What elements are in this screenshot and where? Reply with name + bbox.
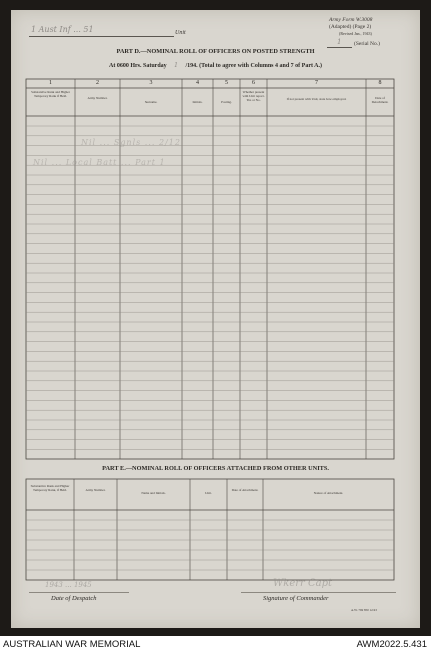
form-name: Army Form W.3008 — [329, 17, 373, 23]
col-header-surname: Surname. — [144, 100, 158, 104]
handwritten-row-1: Nil ... Sgnls ... 2/12 — [81, 138, 181, 147]
col-header-how-employed: If not present with Unit, state how employed. — [286, 97, 347, 101]
serial-label: (Serial No.) — [354, 41, 380, 47]
col-number-1: 1 — [49, 80, 52, 86]
form-sheet — [11, 10, 420, 628]
col-number-3: 3 — [149, 80, 153, 86]
printer-note: A.W. 769 850 12/43 — [351, 608, 377, 612]
subtitle-year: /194 — [185, 63, 197, 69]
archive-caption-bar — [0, 636, 431, 653]
unit-label: Unit — [175, 30, 186, 36]
e-col-header-rank: Substantive Rank and Higher Temporary Rank, if Held. — [30, 484, 70, 492]
archive-institution: AUSTRALIAN WAR MEMORIAL — [3, 639, 141, 650]
col-header-initials: Initials. — [192, 100, 203, 104]
col-number-6: 6 — [252, 80, 255, 86]
part-e-table — [11, 10, 420, 628]
form-adapted: (Adapted) (Page 2) — [329, 24, 372, 30]
col-header-present: Whether present with Unit report. Yes or No. — [242, 90, 265, 102]
col-number-5: 5 — [225, 80, 228, 86]
col-header-army-number: Army Number. — [87, 96, 108, 100]
subtitle-suffix: . (Total to agree with Columns 4 and 7 of Part A.) — [196, 63, 322, 69]
col-header-rank: Substantive Rank and Higher Temporary Rank if Held. — [31, 90, 70, 98]
col-number-7: 7 — [315, 80, 318, 86]
handwritten-row-2: Nil ... Local Batt ... Part 1 — [33, 158, 166, 167]
unit-handwritten: 1 Aust Inf ... 51 — [31, 25, 94, 34]
col-header-posting: Posting. — [221, 100, 232, 104]
e-col-header-date-attachment: Date of Attachment. — [231, 488, 259, 492]
e-col-header-army-number: Army Number. — [85, 488, 106, 492]
despatch-underline — [29, 592, 129, 593]
part-e-row-lines — [26, 520, 394, 570]
form-revised: (Revised Jan., 1943) — [339, 31, 372, 36]
e-col-header-name: Name and Initials. — [141, 491, 166, 495]
col-header-detachment-date: Date of Detachment. — [371, 96, 389, 104]
serial-handwritten: 1 — [337, 38, 342, 46]
part-d-title: PART D.—NOMINAL ROLL OF OFFICERS ON POSTED STRENGTH — [116, 48, 315, 55]
despatch-handwritten: 1943 ... 1945 — [45, 581, 92, 589]
signature-handwritten: Wkerr Capt — [273, 578, 333, 589]
archive-reference: AWM2022.5.431 — [356, 639, 427, 650]
signature-underline — [241, 592, 396, 593]
e-col-header-nature: Nature of Attachment. — [313, 491, 344, 495]
subtitle-prefix: At 0600 Hrs. Saturday — [108, 63, 167, 69]
signature-label: Signature of Commander — [263, 595, 329, 602]
col-number-4: 4 — [196, 80, 199, 86]
e-col-header-unit: Unit. — [205, 491, 212, 495]
col-number-2: 2 — [96, 80, 99, 86]
despatch-label: Date of Despatch — [51, 595, 97, 602]
subtitle-date-handwritten: 1 — [174, 62, 178, 69]
col-number-8: 8 — [378, 80, 382, 86]
part-e-title: PART E.—NOMINAL ROLL OF OFFICERS ATTACHED FROM OTHER UNITS. — [102, 465, 329, 472]
